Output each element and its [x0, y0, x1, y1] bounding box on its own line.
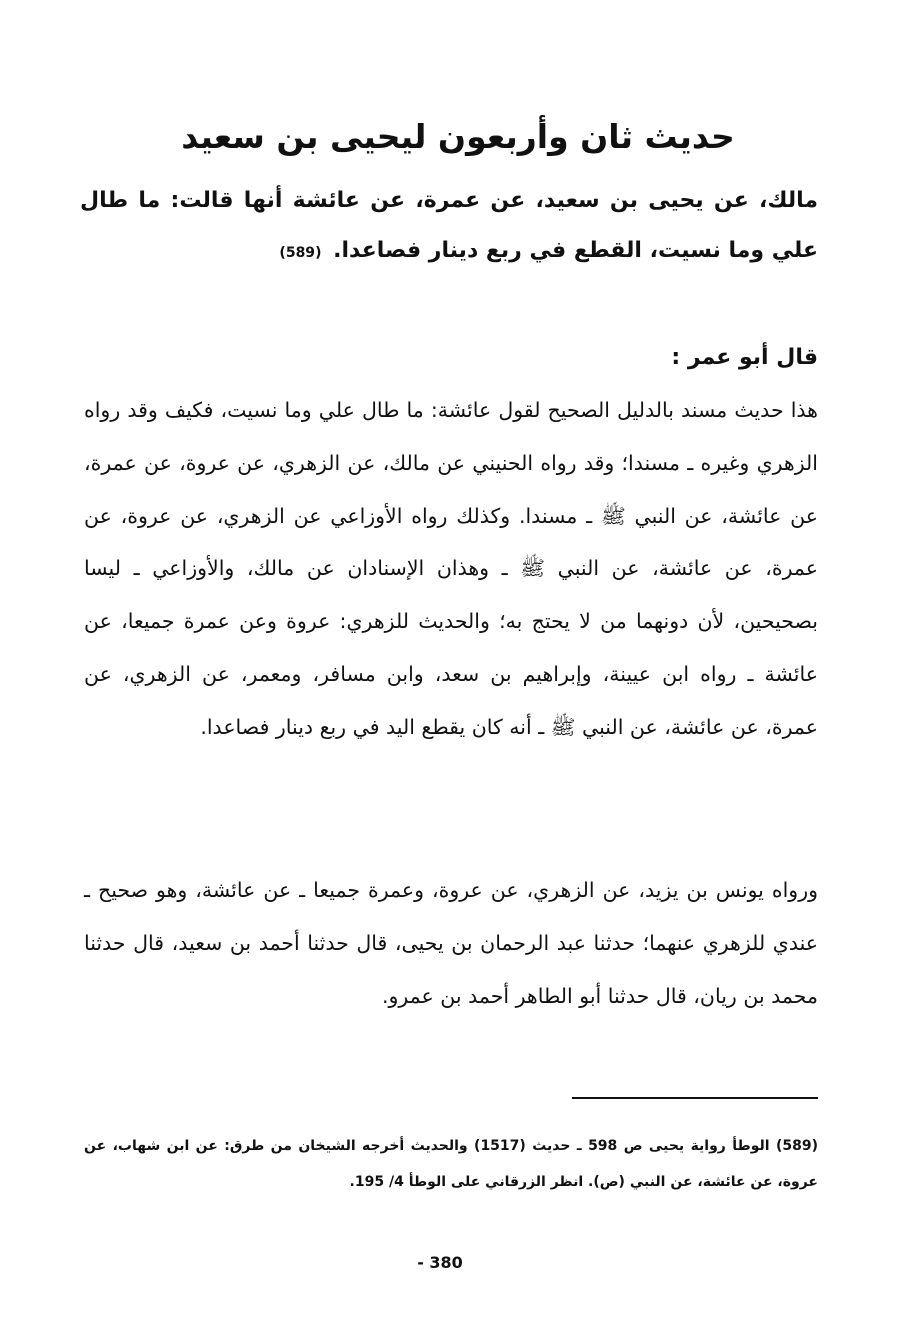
- hadith-text: [80, 176, 818, 278]
- footnote-reference: (589): [279, 245, 322, 261]
- commentary-heading: قال أبو عمر :: [671, 345, 818, 370]
- commentary-paragraph-1: هذا حديث مسند بالدليل الصحيح لقول عائشة: ما طال علي وما نسيت، فكيف وقد رواه الزهري وغيره ـ مسندا؛ وقد رواه الحنيني عن مالك، عن الزهري، عن عروة، عن عمرة، عن عائشة، عن النبي ﷺ ـ مسندا. وكذلك رواه الأوزاعي عن الزهري، عن عروة، عن عمرة، عن عائشة، عن النبي ﷺ ـ وهذان الإسنادان عن مالك، والأوزاعي ـ ليسا بصحيحين، لأن دونهما من لا يحتج به؛ والحديث للزهري: عروة وعن عمرة جميعا، عن عائشة ـ رواه ابن عيينة، وإبراهيم بن سعد، وابن مسافر، ومعمر، عن الزهري، عن عمرة، عن عائشة، عن النبي ﷺ ـ أنه كان يقطع اليد في ربع دينار فصاعدا.: [84, 398, 818, 739]
- footnote-divider: [572, 1097, 818, 1099]
- footnote-text: (589) الوطأ رواية يحيى ص 598 ـ حديث (1517) والحديث أخرجه الشيخان من طرق: عن ابن شهاب، عن عروة، عن عائشة، عن النبي (ص). انظر الزرقاني على الوطأ 4/ 195.: [84, 1138, 818, 1190]
- hadith-body: مالك، عن يحيى بن سعيد، عن عمرة، عن عائشة أنها قالت: ما طال علي وما نسيت، القطع في ربع دينار فصاعدا.: [80, 188, 818, 263]
- chapter-title: حديث ثان وأربعون ليحيى بن سعيد: [181, 117, 735, 156]
- page-number: - 380: [417, 1253, 463, 1272]
- commentary-paragraph-2: ورواه يونس بن يزيد، عن الزهري، عن عروة، وعمرة جميعا ـ عن عائشة، وهو صحيح ـ عندي للزهري عنهما؛ حدثنا عبد الرحمان بن يحيى، قال حدثنا أحمد بن سعيد، قال حدثنا محمد بن ريان، قال حدثنا أبو الطاهر أحمد بن عمرو.: [84, 878, 818, 1008]
